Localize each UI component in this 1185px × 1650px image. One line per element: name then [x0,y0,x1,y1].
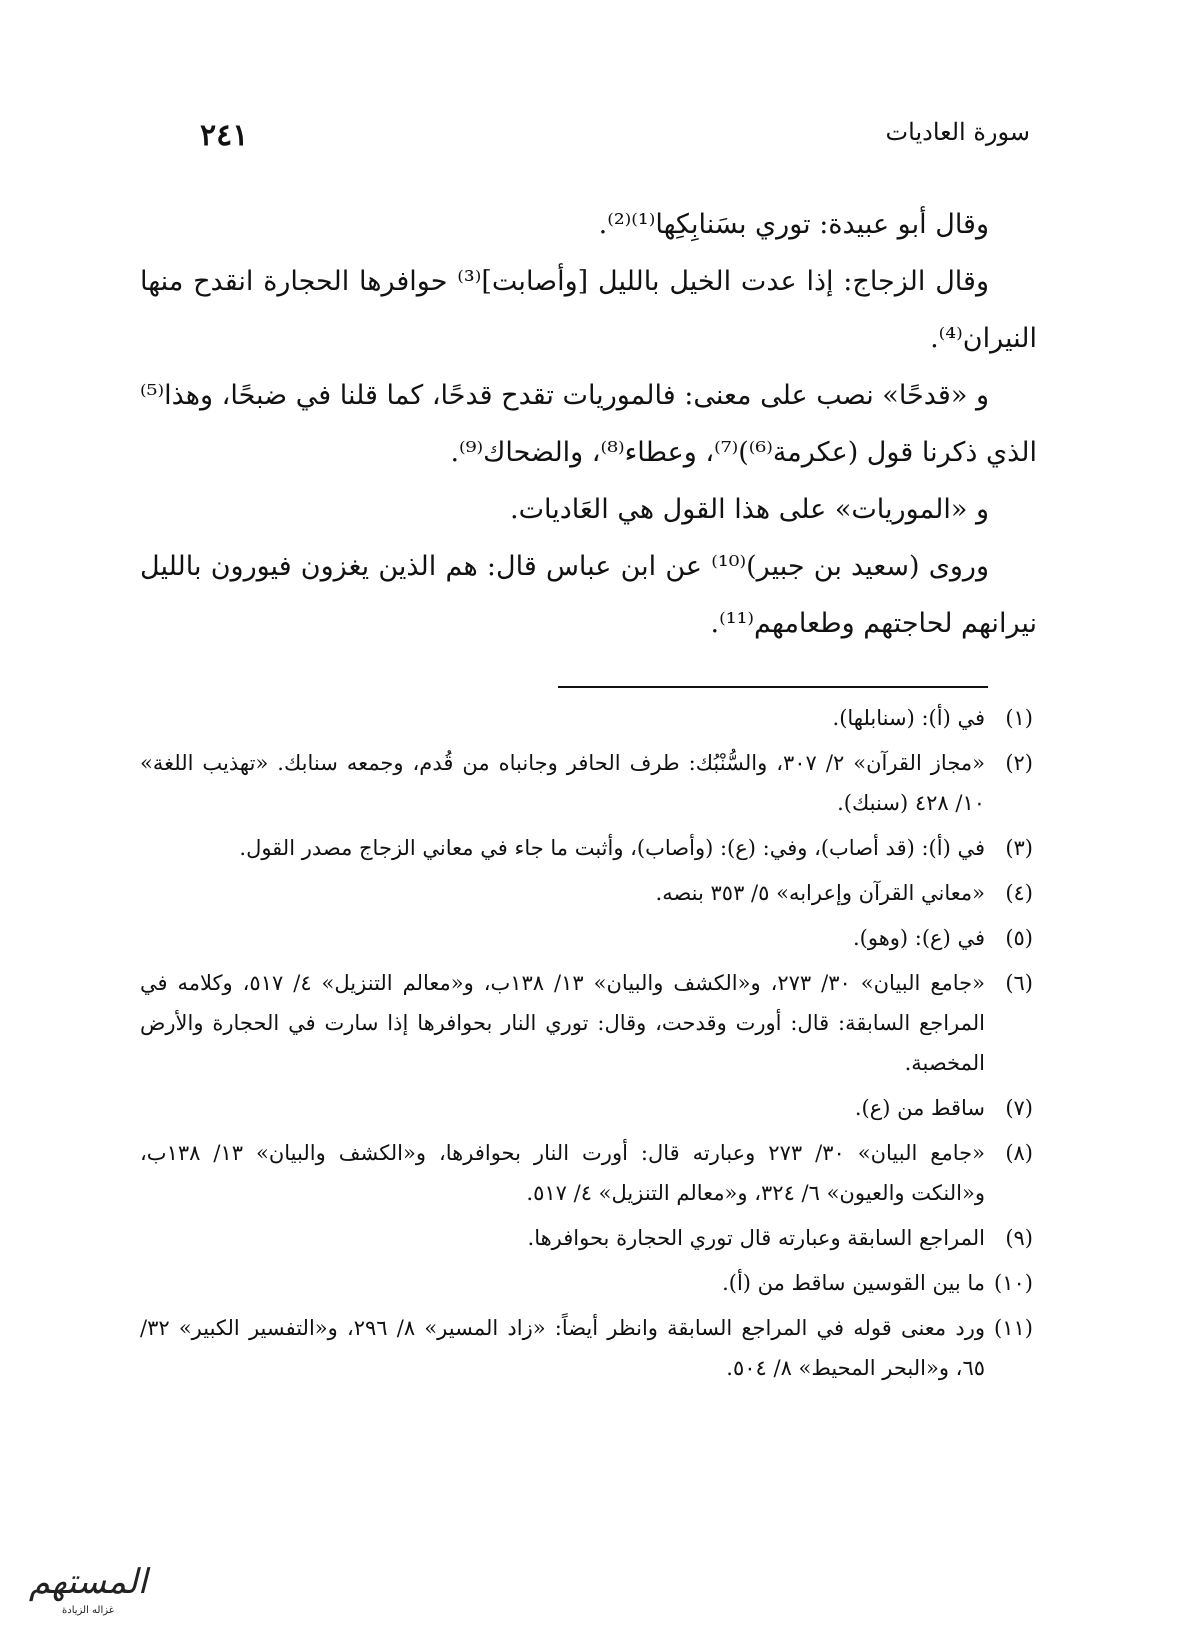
footnotes [140,698,1033,1393]
footnote [140,963,1033,1083]
footnote-number: (٩) [1005,1226,1033,1250]
footnote-divider [558,686,988,688]
footnote-text: ورد معنى قوله في المراجع السابقة وانظر أيضاً: «زاد المسير» ٨/ ٢٩٦، و«التفسير الكبير» ٣٢/ ٦٥، و«البحر المحيط» ٨/ ٥٠٤. [140,1316,985,1380]
footnote-number: (٢) [1005,751,1033,775]
footnote-text: في (أ): (قد أصاب)، وفي: (ع): (وأصاب)، وأثبت ما جاء في معاني الزجاج مصدر القول. [239,836,985,860]
footnote-text: في (أ): (سنابلها). [832,706,985,730]
page-number: ٢٤١ [200,118,249,153]
footnote [140,828,1033,868]
footnote [140,1218,1033,1258]
footnote-number: (٨) [1005,1141,1033,1165]
footnote [140,1263,1033,1303]
footnote-text: «معاني القرآن وإعرابه» ٥/ ٣٥٣ بنصه. [655,881,985,905]
publisher-watermark [8,1560,168,1640]
footnote-number: (١) [1005,706,1033,730]
footnote [140,1088,1033,1128]
footnote [140,873,1033,913]
footnote [140,1133,1033,1213]
footnote-text: المراجع السابقة وعبارته قال توري الحجارة بحوافرها. [527,1226,985,1250]
footnote-number: (١١) [994,1316,1033,1340]
footnote-text: ما بين القوسين ساقط من (أ). [722,1271,985,1295]
footnote-text: «جامع البيان» ٣٠/ ٢٧٣ وعبارته قال: أورت النار بحوافرها، و«الكشف والبيان» ١٣/ ١٣٨ب، و«النكت والعيون» ٦/ ٣٢٤، و«معالم التنزيل» ٤/ ٥١٧. [140,1141,985,1205]
footnote-text: ساقط من (ع). [854,1096,985,1120]
footnote-number: (٤) [1005,881,1033,905]
footnote-number: (٦) [1005,971,1033,995]
footnote-text: في (ع): (وهو). [852,926,985,950]
paragraph: وقال الزجاج: إذا عدت الخيل بالليل [وأصابت]⁽³⁾ حوافرها الحجارة انقدح منها النيران⁽⁴⁾. [140,266,1037,354]
footnote-text: «جامع البيان» ٣٠/ ٢٧٣، و«الكشف والبيان» ١٣/ ١٣٨ب، و«معالم التنزيل» ٤/ ٥١٧، وكلامه في المراجع السابقة: قال: أورت وقدحت، وقال: توري النار بحوافرها إذا سارت في الحجارة والأرض المخصبة. [140,971,985,1075]
footnote [140,1308,1033,1388]
watermark-logo: المستهم [28,1562,148,1602]
footnote-number: (٣) [1005,836,1033,860]
surah-title: سورة العاديات [885,118,1030,146]
footnote [140,743,1033,823]
footnote-number: (٧) [1005,1096,1033,1120]
footnote [140,698,1033,738]
footnote-text: «مجاز القرآن» ٢/ ٣٠٧، والسُّنْبُك: طرف الحافر وجانباه من قُدم، وجمعه سنابك. «تهذيب اللغة» ١٠/ ٤٢٨ (سنبك). [140,751,985,815]
footnote-number: (١٠) [994,1271,1033,1295]
watermark-subtext: غزاله الزيادة [62,1605,114,1616]
main-text [140,196,1037,652]
paragraph: و «الموريات» على هذا القول هي العَاديات. [510,494,989,525]
footnote [140,918,1033,958]
footnote-number: (٥) [1005,926,1033,950]
paragraph: وروى (سعيد بن جبير)⁽¹⁰⁾ عن ابن عباس قال: هم الذين يغزون فيورون بالليل نيرانهم لحاجتهم وطعامهم⁽¹¹⁾. [140,551,1037,639]
paragraph: وقال أبو عبيدة: توري بسَنابِكِها⁽¹⁾⁽²⁾. [598,209,989,240]
paragraph: و «قدحًا» نصب على معنى: فالموريات تقدح قدحًا، كما قلنا في ضبحًا، وهذا⁽⁵⁾ الذي ذكرنا قول (عكرمة⁽⁶⁾)⁽⁷⁾، وعطاء⁽⁸⁾، والضحاك⁽⁹⁾. [140,380,1037,468]
